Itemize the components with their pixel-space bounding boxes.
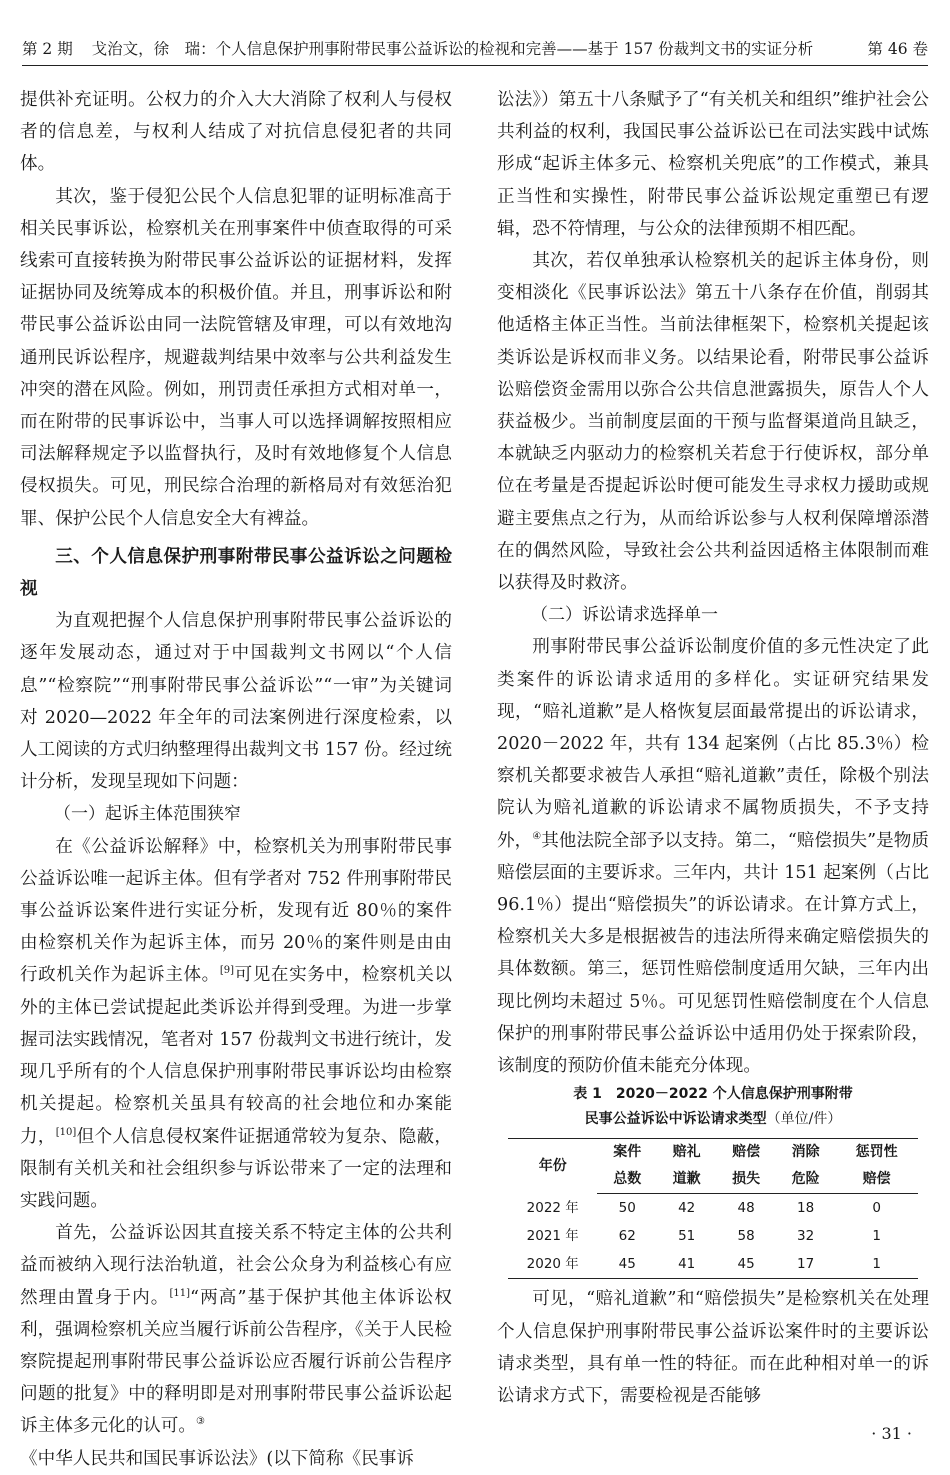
footnote-ref[interactable]: ③ xyxy=(195,1416,205,1428)
table-cell: 1 xyxy=(872,1228,881,1245)
table-cell: 17 xyxy=(776,1250,835,1279)
table-cell: 50 xyxy=(618,1200,636,1217)
paragraph xyxy=(497,631,929,1082)
page-number: · 31 · xyxy=(871,1424,912,1443)
subsection-heading: （二）诉讼请求选择单一 xyxy=(531,605,718,626)
paragraph: 提供补充证明。公权力的介入大大消除了权利人与侵权者的信息差，与权利人结成了对抗信息侵犯者的共同体。 xyxy=(20,90,452,175)
text-run: 在《公益诉讼解释》中，检察机关为刑事附带民事公益诉讼唯一起诉主体。但有学者对 752 件刑事附带民事公益诉讼案件进行实证分析，发现有近 80％的案件由检察机关作为起诉主体，而另 20％的案件则是由由行政机关作为起诉主体。 xyxy=(20,836,452,986)
text-run: 但个人信息侵权案件证据通常较为复杂、隐蔽，限制有关机关和社会组织参与诉讼带来了一定的法理和实践问题。 xyxy=(20,1126,452,1211)
paragraph: 可见，“赔礼道歉”和“赔偿损失”是检察机关在处理个人信息保护刑事附带民事公益诉讼案件时的主要诉讼请求类型，具有单一性的特征。而在此种相对单一的诉讼请求方式下，需要检视是否能够 xyxy=(497,1289,929,1406)
left-column xyxy=(20,84,452,1475)
footnote-ref[interactable]: ④ xyxy=(532,830,542,842)
column-header: 赔偿 xyxy=(835,1166,918,1194)
table-cell: 62 xyxy=(618,1228,636,1245)
column-header: 赔偿 xyxy=(716,1139,775,1167)
right-column xyxy=(497,84,929,1412)
table-cell: 51 xyxy=(678,1228,696,1245)
table-cell: 1 xyxy=(835,1250,918,1279)
text-run: 其他法院全部予以支持。第二，“赔偿损失”是物质赔偿层面的主要诉求。三年内，共计 151 起案例（占比 96.1％）提出“赔偿损失”的诉讼请求。在计算方式上，检察机关大多是根据被告的违法所得来确定赔偿损失的具体数额。第三，惩罚性赔偿制度适用欠缺，三年内出现比例均未超过 5％。可见惩罚性赔偿制度在个人信息保护的刑事附带民事公益诉讼中适用仍处于探索阶段，该制度的预防价值未能充分体现。 xyxy=(497,830,929,1077)
table-cell: 32 xyxy=(797,1228,815,1245)
table-cell-year: 2022 年 xyxy=(526,1200,579,1217)
column-header: 损失 xyxy=(716,1166,775,1194)
table-cell: 0 xyxy=(872,1200,881,1217)
subsection-heading: （一）起诉主体范围狭窄 xyxy=(54,804,241,825)
paragraph: 讼法》）第五十八条赋予了“有关机关和组织”维护社会公共利益的权利，我国民事公益诉讼已在司法实践中试炼形成“起诉主体多元、检察机关兜底”的工作模式，兼具正当性和实操性，附带民事公益诉讼规定重塑已有逻辑，恐不符情理，与公众的法律预期不相匹配。 xyxy=(497,90,929,239)
text-run: 刑事附带民事公益诉讼制度价值的多元性决定了此类案件的诉讼请求适用的多样化。实证研究结果发现，“赔礼道歉”是人格恢复层面最常提出的诉讼请求，2020－2022 年，共有 134 起案例（占比 85.3％）检察机关都要求被告人承担“赔礼道歉”责任，除极个别法院认为赔礼道歉的诉讼请求不属物质损失，不予支持外， xyxy=(497,637,929,851)
table-unit: （单位/件） xyxy=(766,1111,842,1128)
header-title: 戈治文，徐 瑞：个人信息保护刑事附带民事公益诉讼的检视和完善——基于 157 份裁判文书的实证分析 xyxy=(91,40,814,58)
table-cell: 42 xyxy=(678,1200,696,1217)
paragraph: 其次，鉴于侵犯公民个人信息犯罪的证明标准高于相关民事诉讼，检察机关在刑事案件中侦查取得的可采线索可直接转换为附带民事公益诉讼的证据材料，发挥证据协同及统筹成本的积极价值。并且，刑事诉讼和附带民事公益诉讼由同一法院管辖及审理，可以有效地沟通刑民诉讼程序，规避裁判结果中效率与公共利益发生冲突的潜在风险。例如，刑罚责任承担方式相对单一，而在附带的民事诉讼中，当事人可以选择调解按照相应司法解释规定予以监督执行，及时有效地修复个人信息侵权损失。可见，刑民综合治理的新格局对有效惩治犯罪、保护公民个人信息安全大有裨益。 xyxy=(20,186,452,529)
table-row xyxy=(508,1250,918,1279)
column-header: 总数 xyxy=(597,1166,656,1194)
running-header xyxy=(22,30,928,66)
table-cell: 45 xyxy=(716,1250,775,1279)
data-table xyxy=(508,1138,918,1279)
paragraph xyxy=(20,831,452,1217)
paragraph xyxy=(20,1217,452,1442)
table-cell: 48 xyxy=(737,1200,755,1217)
table-caption-text: 民事公益诉讼中诉讼请求类型 xyxy=(584,1111,767,1128)
citation-ref[interactable]: [10] xyxy=(55,1126,77,1138)
table-caption-line xyxy=(497,1107,929,1132)
column-header: 危险 xyxy=(776,1166,835,1194)
table-caption-line: 表 1 2020－2022 个人信息保护刑事附带 xyxy=(573,1086,853,1103)
text-run: 可见在实务中，检察机关以外的主体已尝试提起此类诉讼并得到受理。为进一步掌握司法实践情况，笔者对 157 份裁判文书进行统计，发现几乎所有的个人信息保护刑事附带民事诉讼均由检察机关提起。检察机关虽具有较高的社会地位和办案能力， xyxy=(20,965,452,1147)
column-header: 惩罚性 xyxy=(835,1139,918,1167)
text-run: 首先，公益诉讼因其直接关系不特定主体的公共利益而被纳入现行法治轨道，社会公众身为利益核心有应然理由置身于内。 xyxy=(20,1223,452,1308)
paragraph: 《中华人民共和国民事诉讼法》(以下简称《民事诉 xyxy=(20,1448,414,1469)
table-cell-year: 2020 年 xyxy=(508,1250,597,1279)
text-run: “两高”基于保护其他主体诉讼权利，强调检察机关应当履行诉前公告程序，《关于人民检察院提起刑事附带民事公益诉讼应否履行诉前公告程序问题的批复》中的释明即是对刑事附带民事公益诉讼起诉主体多元化的认可。 xyxy=(20,1287,452,1437)
volume-number: 第 46 卷 xyxy=(867,40,928,58)
table-cell: 45 xyxy=(597,1250,656,1279)
paragraph: 其次，若仅单独承认检察机关的起诉主体身份，则变相淡化《民事诉讼法》第五十八条存在价值，削弱其他适格主体正当性。当前法律框架下，检察机关提起该类诉讼是诉权而非义务。以结果论看，附带民事公益诉讼赔偿资金需用以弥合公共信息泄露损失，原告人个人获益极少。当前制度层面的干预与监督渠道尚且缺乏，本就缺乏内驱动力的检察机关若怠于行使诉权，部分单位在考量是否提起诉讼时便可能发生寻求权力援助或规避主要焦点之行为，从而给诉讼参与人权利保障增添潜在的偶然风险，导致社会公共利益因适格主体限制而难以获得及时救济。 xyxy=(497,251,929,594)
table-row xyxy=(508,1194,918,1223)
column-header: 道歉 xyxy=(657,1166,716,1194)
header-left xyxy=(22,37,827,59)
section-heading: 三、个人信息保护刑事附带民事公益诉讼之问题检视 xyxy=(20,546,452,600)
citation-ref[interactable]: [9] xyxy=(219,965,234,977)
table-cell: 18 xyxy=(797,1200,815,1217)
issue-number: 第 2 期 xyxy=(22,40,73,58)
column-header: 赔礼 xyxy=(657,1139,716,1167)
table-caption xyxy=(497,1082,929,1132)
table-cell-year: 2021 年 xyxy=(526,1228,579,1245)
table-row xyxy=(508,1222,918,1250)
table-cell: 58 xyxy=(737,1228,755,1245)
table-cell: 41 xyxy=(657,1250,716,1279)
citation-ref[interactable]: [11] xyxy=(169,1287,191,1299)
column-header-year: 年份 xyxy=(508,1139,597,1194)
paragraph: 为直观把握个人信息保护刑事附带民事公益诉讼的逐年发展动态，通过对于中国裁判文书网以“个人信息”“检察院”“刑事附带民事公益诉讼”“一审”为关键词对 2020—2022 年全年的司法案例进行深度检索，以人工阅读的方式归纳整理得出裁判文书 157 份。经过统计分析，发现呈现如下问题： xyxy=(20,611,452,793)
column-header: 案件 xyxy=(597,1139,656,1167)
column-header: 消除 xyxy=(776,1139,835,1167)
